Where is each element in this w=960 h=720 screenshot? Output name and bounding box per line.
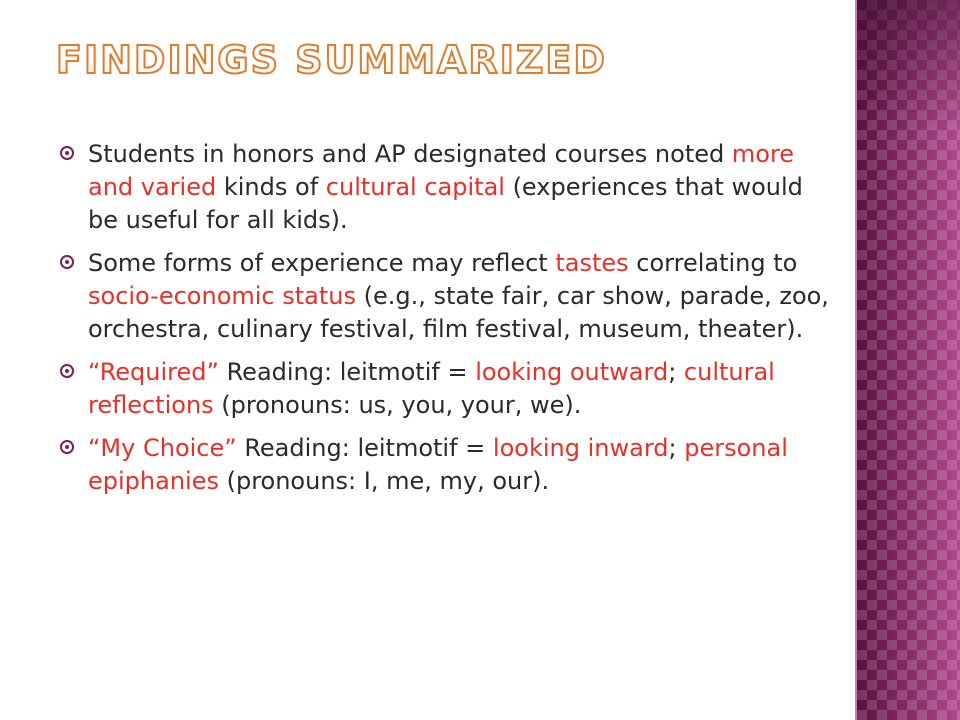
bullet-item-required-reading	[60, 356, 835, 422]
bullet-text: Reading: leitmotif =	[218, 358, 476, 386]
highlight-text: more and varied	[88, 140, 795, 201]
highlight-text: cultural capital	[325, 173, 505, 201]
bullet-list	[60, 138, 835, 508]
bullet-text: ;	[668, 358, 684, 386]
slide-title: FINDINGS SUMMARIZED	[56, 38, 607, 82]
highlight-text: socio-economic status	[88, 282, 356, 310]
highlight-text: tastes	[555, 249, 629, 277]
bullet-text: kinds of	[216, 173, 326, 201]
bullet-text: Reading: leitmotif =	[236, 434, 493, 462]
highlight-text: “Required”	[88, 358, 219, 386]
highlight-text: personal epiphanies	[88, 434, 788, 495]
bullet-text: ;	[668, 434, 685, 462]
bullet-marker-icon	[60, 146, 74, 160]
highlight-text: “My Choice”	[88, 434, 237, 462]
bullet-text: Some forms of experience may reflect	[88, 249, 556, 277]
highlight-text: looking outward	[475, 358, 669, 386]
bullet-text: (pronouns: us, you, your, we).	[213, 391, 582, 419]
bullet-text: correlating to	[628, 249, 798, 277]
bullet-text: (e.g., state fair, car show, parade, zoo, orchestra, culinary festival, film festival, museum, theater).	[88, 282, 829, 343]
bullet-text: (pronouns: I, me, my, our).	[218, 467, 550, 495]
bullet-item-tastes	[60, 247, 835, 346]
decorative-sidebar	[855, 0, 960, 720]
highlight-text: cultural reflections	[88, 358, 775, 419]
bullet-item-honors	[60, 138, 835, 237]
bullet-text: (experiences that would be useful for all kids).	[88, 173, 803, 234]
highlight-text: looking inward	[492, 434, 669, 462]
bullet-item-choice-reading	[60, 432, 835, 498]
bullet-text: Students in honors and AP designated courses noted	[88, 140, 732, 168]
bullet-marker-icon	[60, 364, 74, 378]
bullet-marker-icon	[60, 255, 74, 269]
bullet-marker-icon	[60, 440, 74, 454]
